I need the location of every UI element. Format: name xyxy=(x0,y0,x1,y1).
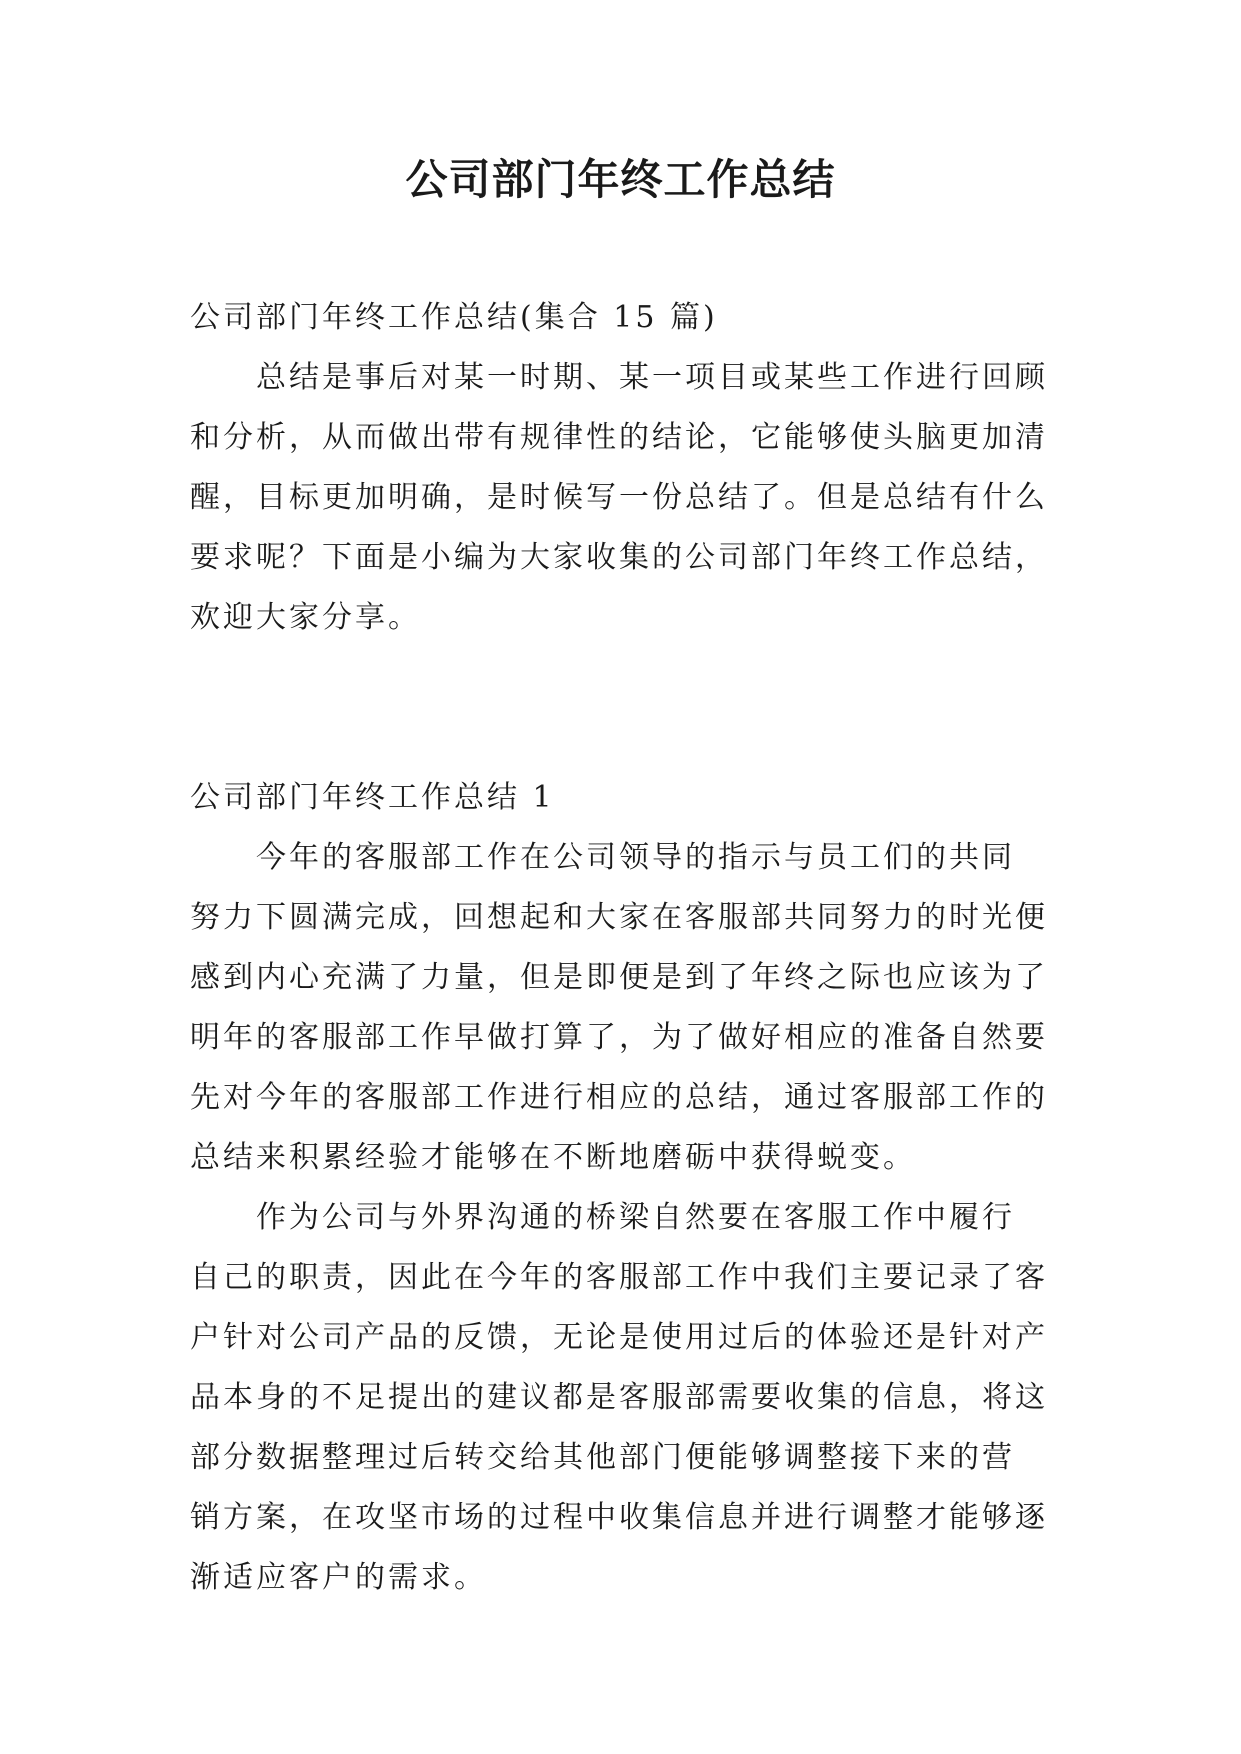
text-line: 要求呢？下面是小编为大家收集的公司部门年终工作总结， xyxy=(190,540,1048,575)
text-line: 自己的职责，因此在今年的客服部工作中我们主要记录了客 xyxy=(190,1260,1048,1295)
section-spacer xyxy=(190,648,1070,768)
text-line: 今年的客服部工作在公司领导的指示与员工们的共同 xyxy=(190,840,1015,875)
text-line: 总结是事后对某一时期、某一项目或某些工作进行回顾 xyxy=(190,360,1048,395)
document-body xyxy=(190,288,1070,1608)
text-line: 感到内心充满了力量，但是即便是到了年终之际也应该为了 xyxy=(190,960,1048,995)
page-title: 公司部门年终工作总结 xyxy=(405,155,836,204)
text-line: 品本身的不足提出的建议都是客服部需要收集的信息，将这 xyxy=(190,1380,1048,1415)
intro-paragraph xyxy=(190,348,1070,648)
text-line: 醒，目标更加明确，是时候写一份总结了。但是总结有什么 xyxy=(190,480,1048,515)
text-line: 销方案，在攻坚市场的过程中收集信息并进行调整才能够逐 xyxy=(190,1500,1048,1535)
text-line: 明年的客服部工作早做打算了，为了做好相应的准备自然要 xyxy=(190,1020,1048,1055)
intro-heading: 公司部门年终工作总结(集合 15 篇) xyxy=(190,300,718,335)
text-line: 部分数据整理过后转交给其他部门便能够调整接下来的营 xyxy=(190,1440,1015,1475)
text-line: 努力下圆满完成，回想起和大家在客服部共同努力的时光便 xyxy=(190,900,1048,935)
text-line: 总结来积累经验才能够在不断地磨砺中获得蜕变。 xyxy=(190,1140,916,1175)
text-line: 和分析，从而做出带有规律性的结论，它能够使头脑更加清 xyxy=(190,420,1048,455)
text-line: 渐适应客户的需求。 xyxy=(190,1560,487,1595)
text-line: 作为公司与外界沟通的桥梁自然要在客服工作中履行 xyxy=(190,1200,1015,1235)
section-heading: 公司部门年终工作总结 1 xyxy=(190,780,555,815)
section-paragraph-2 xyxy=(190,1188,1070,1608)
text-line: 欢迎大家分享。 xyxy=(190,600,421,635)
text-line: 户针对公司产品的反馈，无论是使用过后的体验还是针对产 xyxy=(190,1320,1048,1355)
text-line: 先对今年的客服部工作进行相应的总结，通过客服部工作的 xyxy=(190,1080,1048,1115)
section-paragraph-1 xyxy=(190,828,1070,1188)
